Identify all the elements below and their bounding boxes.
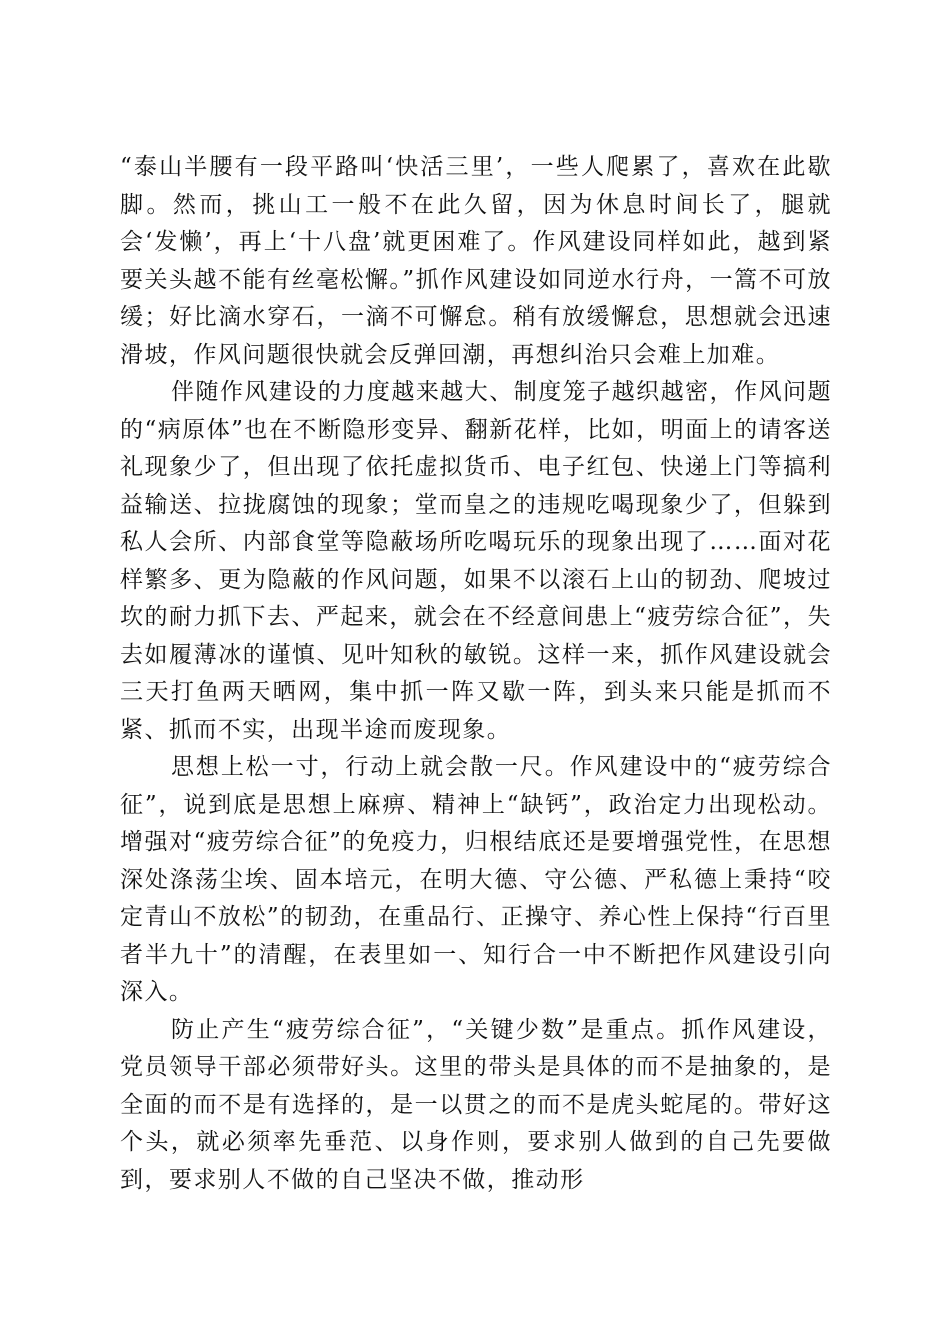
document-body xyxy=(120,149,832,1199)
paragraph-3: 思想上松一寸，行动上就会散一尺。作风建设中的“疲劳综合征”，说到底是思想上麻痹、精神上“缺钙”，政治定力出现松动。增强对“疲劳综合征”的免疫力，归根结底还是要增强党性，在思想深处涤荡尘埃、固本培元，在明大德、守公德、严私德上秉持“咬定青山不放松”的韧劲，在重品行、正操守、养心性上保持“行百里者半九十”的清醒，在表里如一、知行合一中不断把作风建设引向深入。 xyxy=(120,754,832,1005)
paragraph-1: “泰山半腰有一段平路叫‘快活三里’，一些人爬累了，喜欢在此歇脚。然而，挑山工一般不在此久留，因为休息时间长了，腿就会‘发懒’，再上‘十八盘’就更困难了。作风建设同样如此，越到紧要关头越不能有丝毫松懈。”抓作风建设如同逆水行舟，一篙不可放缓；好比滴水穿石，一滴不可懈怠。稍有放缓懈怠，思想就会迅速滑坡，作风问题很快就会反弹回潮，再想纠治只会难上加难。 xyxy=(120,154,832,368)
paragraph-2: 伴随作风建设的力度越来越大、制度笼子越织越密，作风问题的“病原体”也在不断隐形变异、翻新花样，比如，明面上的请客送礼现象少了，但出现了依托虚拟货币、电子红包、快递上门等搞利益输送、拉拢腐蚀的现象；堂而皇之的违规吃喝现象少了，但躲到私人会所、内部食堂等隐蔽场所吃喝玩乐的现象出现了……面对花样繁多、更为隐蔽的作风问题，如果不以滚石上山的韧劲、爬坡过坎的耐力抓下去、严起来，就会在不经意间患上“疲劳综合征”，失去如履薄冰的谨慎、见叶知秋的敏锐。这样一来，抓作风建设就会三天打鱼两天晒网，集中抓一阵又歇一阵，到头来只能是抓而不紧、抓而不实，出现半途而废现象。 xyxy=(120,379,832,743)
paragraph-4: 防止产生“疲劳综合征”，“关键少数”是重点。抓作风建设，党员领导干部必须带好头。这里的带头是具体的而不是抽象的，是全面的而不是有选择的，是一以贯之的而不是虎头蛇尾的。带好这个头，就必须率先垂范、以身作则，要求别人做到的自己先要做到，要求别人不做的自己坚决不做，推动形 xyxy=(120,1016,832,1193)
